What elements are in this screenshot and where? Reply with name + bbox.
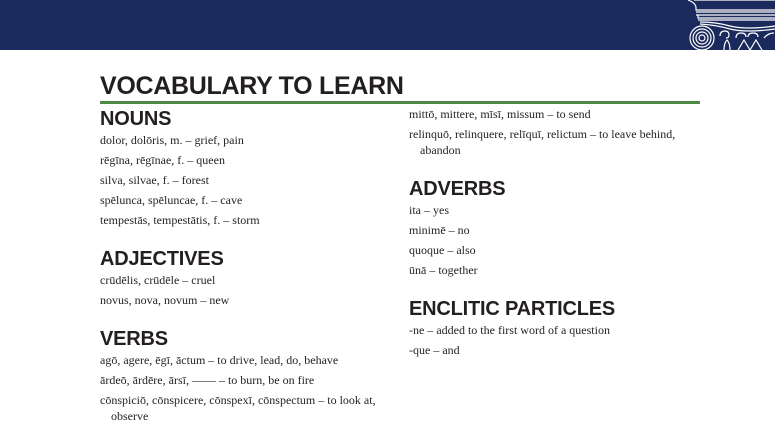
ionic-column-capital-icon: [686, 0, 775, 50]
nouns-list: [100, 132, 395, 228]
section-heading-adverbs: ADVERBS: [409, 178, 506, 200]
section-heading-enclitic-particles: ENCLITIC PARTICLES: [409, 298, 616, 320]
vocab-entry: novus, nova, novum – new: [100, 293, 230, 307]
vocab-entry: -que – and: [409, 343, 460, 357]
spacer: [409, 282, 699, 296]
vocab-entry: crūdēlis, crūdēle – cruel: [100, 273, 216, 287]
header-banner: [0, 0, 775, 50]
vocab-entry: minimē – no: [409, 223, 470, 237]
vocab-entry: -ne – added to the first word of a question: [409, 323, 610, 337]
right-column: [409, 106, 699, 362]
vocab-entry: rēgīna, rēgīnae, f. – queen: [100, 153, 225, 167]
adverbs-list: [409, 202, 699, 278]
page-title: VOCABULARY TO LEARN: [100, 72, 404, 100]
vocab-entry: spēlunca, spēluncae, f. – cave: [100, 193, 243, 207]
section-heading-nouns: NOUNS: [100, 108, 172, 130]
verbs-list: [100, 352, 395, 424]
section-heading-adjectives: ADJECTIVES: [100, 248, 224, 270]
vocab-entry: ita – yes: [409, 203, 449, 217]
left-column: [100, 106, 395, 428]
vocab-entry: relinquō, relinquere, relīquī, relictum – to leave behind, abandon: [409, 127, 676, 157]
vocab-entry: agō, agere, ēgī, āctum – to drive, lead, do, behave: [100, 353, 339, 367]
spacer: [100, 232, 395, 246]
spacer: [100, 312, 395, 326]
vocab-entry: quoque – also: [409, 243, 476, 257]
spacer: [409, 162, 699, 176]
vocab-entry: ārdeō, ārdēre, ārsī, —— – to burn, be on fire: [100, 373, 315, 387]
vocab-entry: dolor, dolōris, m. – grief, pain: [100, 133, 244, 147]
vocab-entry: silva, silvae, f. – forest: [100, 173, 209, 187]
vocab-entry: cōnspiciō, cōnspicere, cōnspexī, cōnspectum – to look at, observe: [100, 393, 376, 423]
vocab-entry: tempestās, tempestātis, f. – storm: [100, 213, 260, 227]
vocab-entry: mittō, mittere, mīsī, missum – to send: [409, 107, 591, 121]
section-heading-verbs: VERBS: [100, 328, 168, 350]
enclitic-particles-list: [409, 322, 699, 358]
verbs-continued-list: [409, 106, 699, 158]
adjectives-list: [100, 272, 395, 308]
title-divider: [100, 101, 700, 104]
vocab-entry: ūnā – together: [409, 263, 478, 277]
